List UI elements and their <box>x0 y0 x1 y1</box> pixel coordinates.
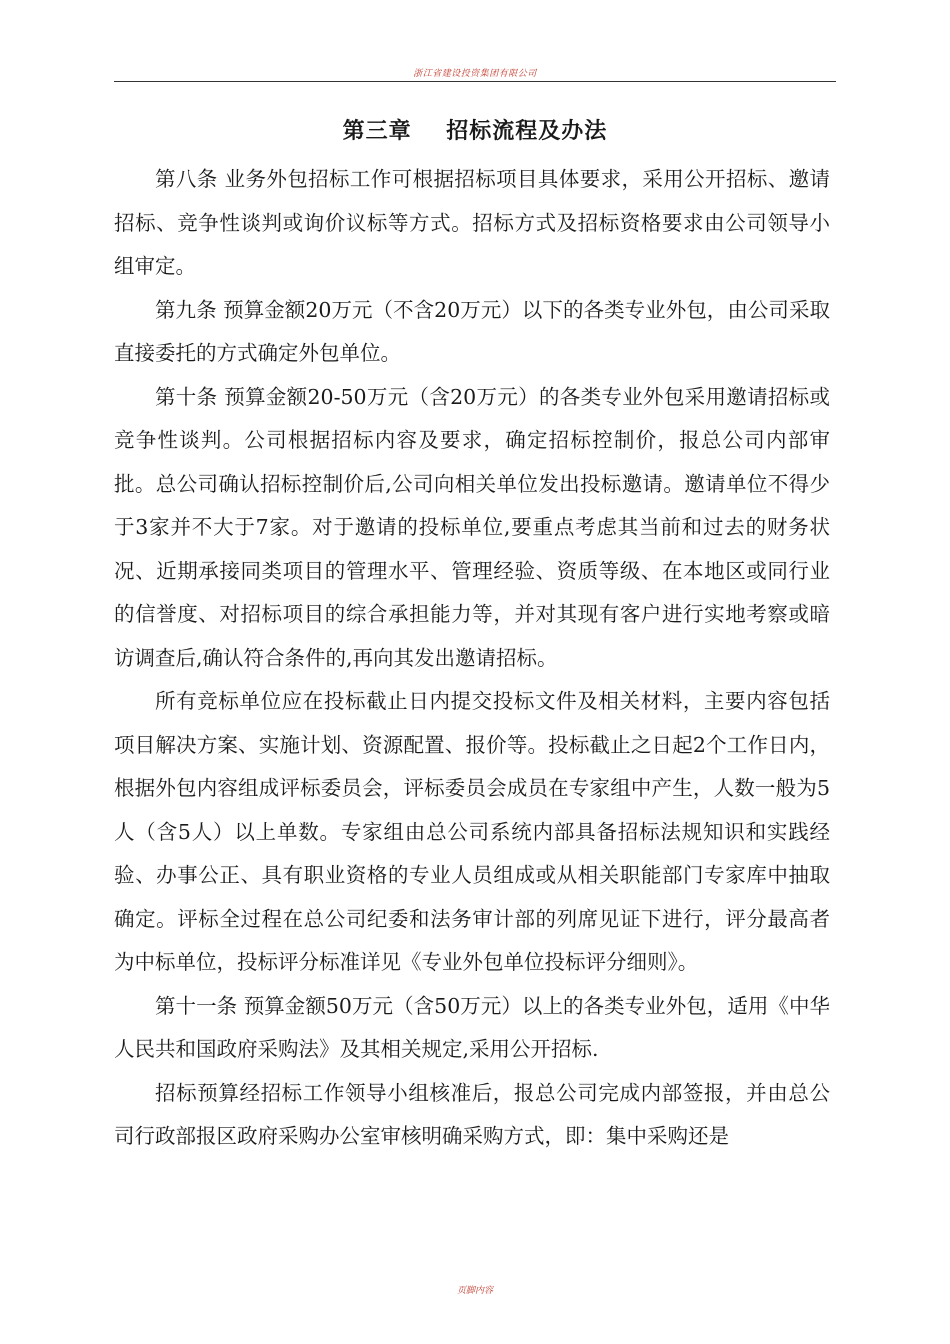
page-footer: 页脚内容 <box>456 1286 493 1296</box>
paragraph-article-9: 第九条 预算金额20万元（不含20万元）以下的各类专业外包，由公司采取直接委托的方式确定外包单位。 <box>114 297 830 365</box>
paragraph-bid-submission: 所有竞标单位应在投标截止日内提交投标文件及相关材料，主要内容包括项目解决方案、实施计划、资源配置、报价等。投标截止之日起2个工作日内，根据外包内容组成评标委员会，评标委员会成员在专家组中产生，人数一般为5人（含5人）以上单数。专家组由总公司系统内部具备招标法规知识和实践经验、办事公正、具有职业资格的专业人员组成或从相关职能部门专家库中抽取确定。评标全过程在总公司纪委和法务审计部的列席见证下进行，评分最高者为中标单位，投标评分标准详见《专业外包单位投标评分细则》。 <box>114 689 830 974</box>
paragraph-budget-approval: 招标预算经招标工作领导小组核准后，报总公司完成内部签报，并由总公司行政部报区政府采购办公室审核明确采购方式，即：集中采购还是 <box>114 1080 830 1148</box>
paragraph-article-10: 第十条 预算金额20-50万元（含20万元）的各类专业外包采用邀请招标或竞争性谈判。公司根据招标内容及要求，确定招标控制价，报总公司内部审批。总公司确认招标控制价后,公司向相关单位发出投标邀请。邀请单位不得少于3家并不大于7家。对于邀请的投标单位,要重点考虑其当前和过去的财务状况、近期承接同类项目的管理水平、管理经验、资质等级、在本地区或同行业的信誉度、对招标项目的综合承担能力等，并对其现有客户进行实地考察或暗访调查后,确认符合条件的,再向其发出邀请招标。 <box>114 384 830 670</box>
paragraph-article-11: 第十一条 预算金额50万元（含50万元）以上的各类专业外包，适用《中华人民共和国政府采购法》及其相关规定,采用公开招标. <box>114 993 830 1061</box>
paragraph-article-8: 第八条 业务外包招标工作可根据招标项目具体要求，采用公开招标、邀请招标、竞争性谈判或询价议标等方式。招标方式及招标资格要求由公司领导小组审定。 <box>114 167 830 278</box>
document-body <box>114 158 830 1159</box>
header-divider <box>114 81 836 82</box>
chapter-title: 第三章 招标流程及办法 <box>342 119 608 144</box>
page-header-company: 浙江省建设投资集团有限公司 <box>413 69 537 79</box>
